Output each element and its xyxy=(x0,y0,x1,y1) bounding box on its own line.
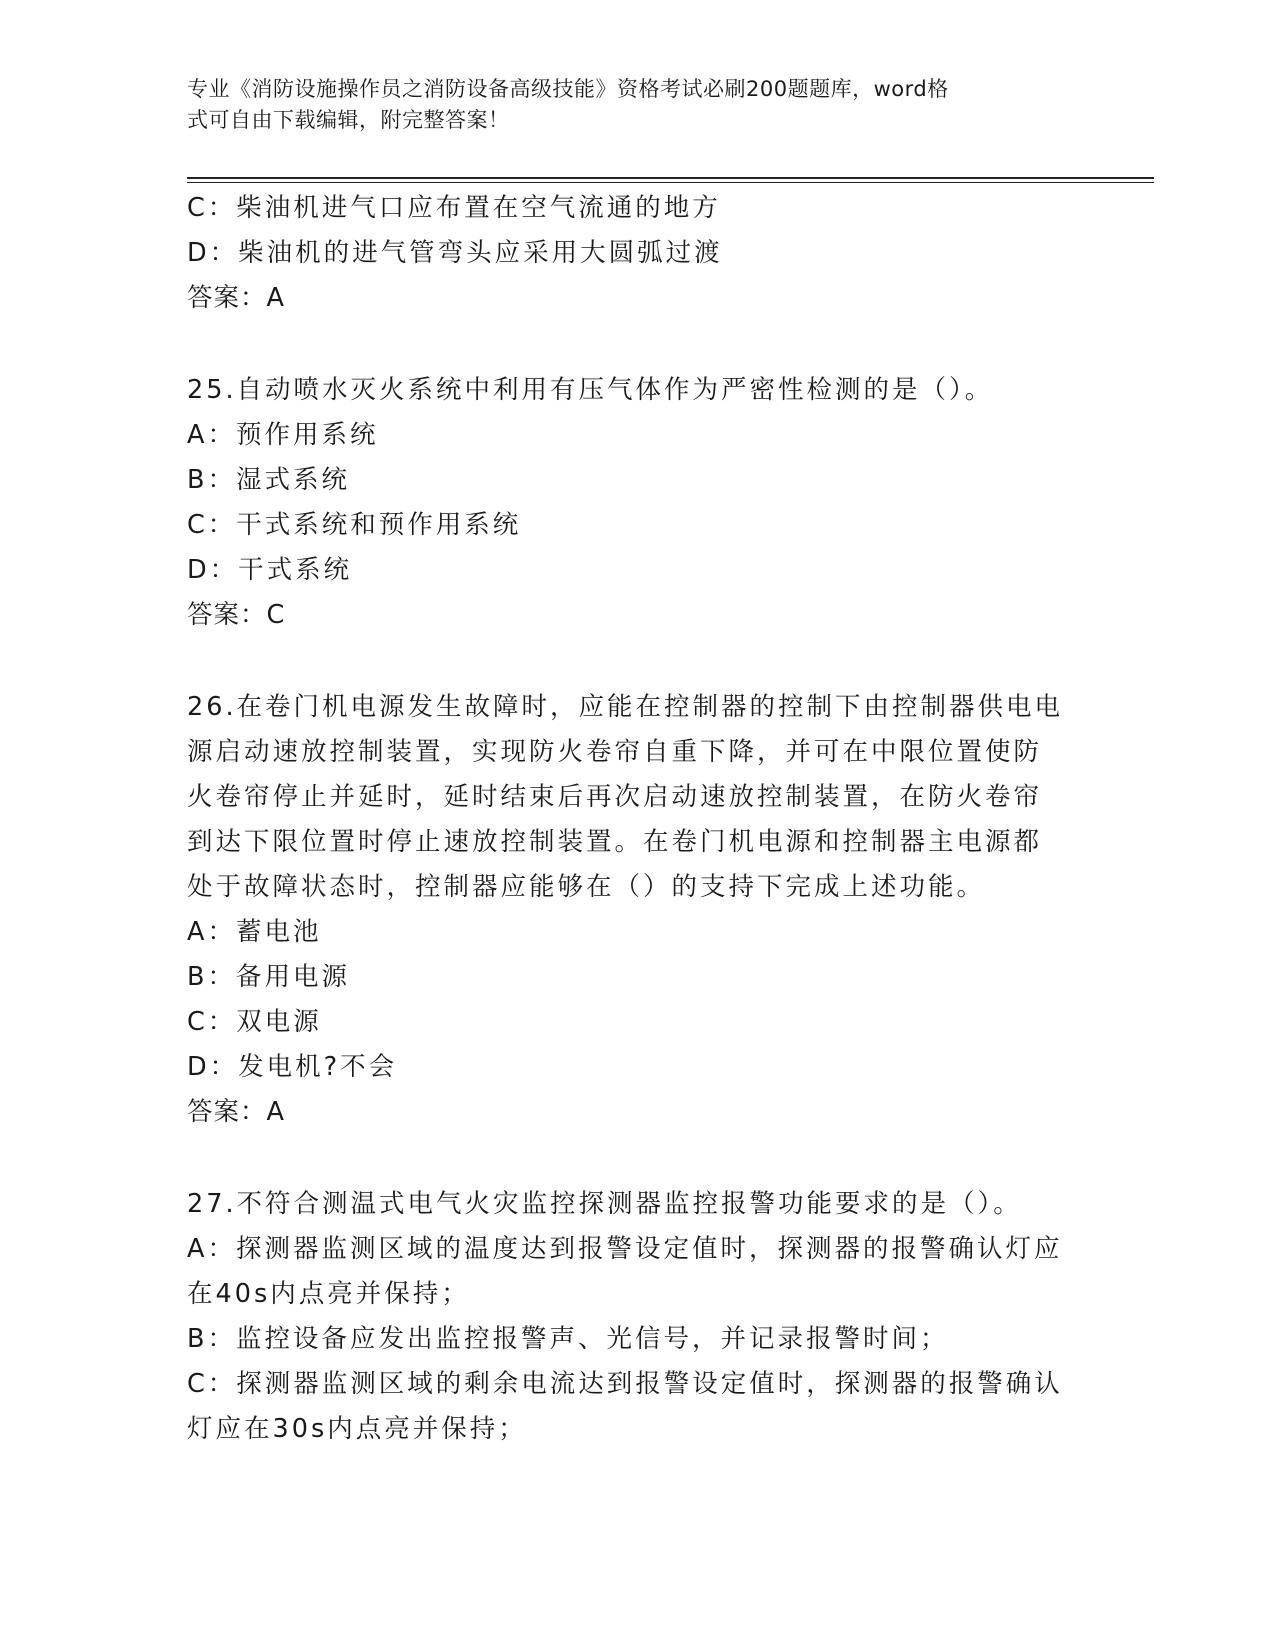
question-stem: 27.不符合测温式电气火灾监控探测器监控报警功能要求的是（）。 xyxy=(187,1189,1022,1219)
stem-line: 26.在卷门机电源发生故障时，应能在控制器的控制下由控制器供电电 xyxy=(187,692,1064,722)
option-line: 灯应在30s内点亮并保持； xyxy=(187,1414,527,1444)
option-a: A：预作用系统 xyxy=(187,420,379,450)
stem-line: 火卷帘停止并延时，延时结束后再次启动速放控制装置，在防火卷帘 xyxy=(187,782,1043,812)
option-line: A：探测器监测区域的温度达到报警设定值时，探测器的报警确认灯应 xyxy=(187,1234,1063,1264)
option-c xyxy=(187,1362,1067,1452)
spacer xyxy=(187,321,1067,368)
header-line-1: 专业《消防设施操作员之消防设备高级技能》资格考试必刷200题题库，word格 xyxy=(187,77,949,101)
answer-text: 答案：A xyxy=(187,283,285,313)
stem-line: 到达下限位置时停止速放控制装置。在卷门机电源和控制器主电源都 xyxy=(187,827,1043,857)
option-b: B：备用电源 xyxy=(187,962,350,992)
option-d: D：干式系统 xyxy=(187,555,353,585)
question-stem xyxy=(187,685,1067,910)
option-a: A：蓄电池 xyxy=(187,917,322,947)
spacer xyxy=(187,1135,1067,1182)
prev-question-block xyxy=(187,186,1067,321)
option-d: D：发电机?不会 xyxy=(187,1052,398,1082)
stem-line: 源启动速放控制装置，实现防火卷帘自重下降，并可在中限位置使防 xyxy=(187,737,1043,767)
spacer xyxy=(187,638,1067,685)
header-line-2: 式可自由下载编辑，附完整答案！ xyxy=(187,108,510,132)
option-line: 在40s内点亮并保持； xyxy=(187,1279,470,1309)
question-26 xyxy=(187,685,1067,1135)
option-a xyxy=(187,1227,1067,1317)
option-b: B：监控设备应发出监控报警声、光信号，并记录报警时间； xyxy=(187,1324,949,1354)
answer-text: 答案：A xyxy=(187,1097,285,1127)
option-b: B：湿式系统 xyxy=(187,465,350,495)
option-c: C：双电源 xyxy=(187,1007,322,1037)
document-header xyxy=(187,74,1067,136)
option-d: D：柴油机的进气管弯头应采用大圆弧过渡 xyxy=(187,238,723,268)
option-c: C：柴油机进气口应布置在空气流通的地方 xyxy=(187,193,721,223)
question-25 xyxy=(187,368,1067,638)
stem-line: 处于故障状态时，控制器应能够在（）的支持下完成上述功能。 xyxy=(187,872,986,902)
header-rule-thin xyxy=(187,182,1154,183)
option-line: C：探测器监测区域的剩余电流达到报警设定值时，探测器的报警确认 xyxy=(187,1369,1063,1399)
question-stem: 25.自动喷水灭火系统中利用有压气体作为严密性检测的是（）。 xyxy=(187,375,994,405)
question-27 xyxy=(187,1182,1067,1452)
question-list xyxy=(187,186,1067,1452)
option-c: C：干式系统和预作用系统 xyxy=(187,510,522,540)
answer-text: 答案：C xyxy=(187,600,286,630)
header-rule-thick xyxy=(187,177,1154,179)
